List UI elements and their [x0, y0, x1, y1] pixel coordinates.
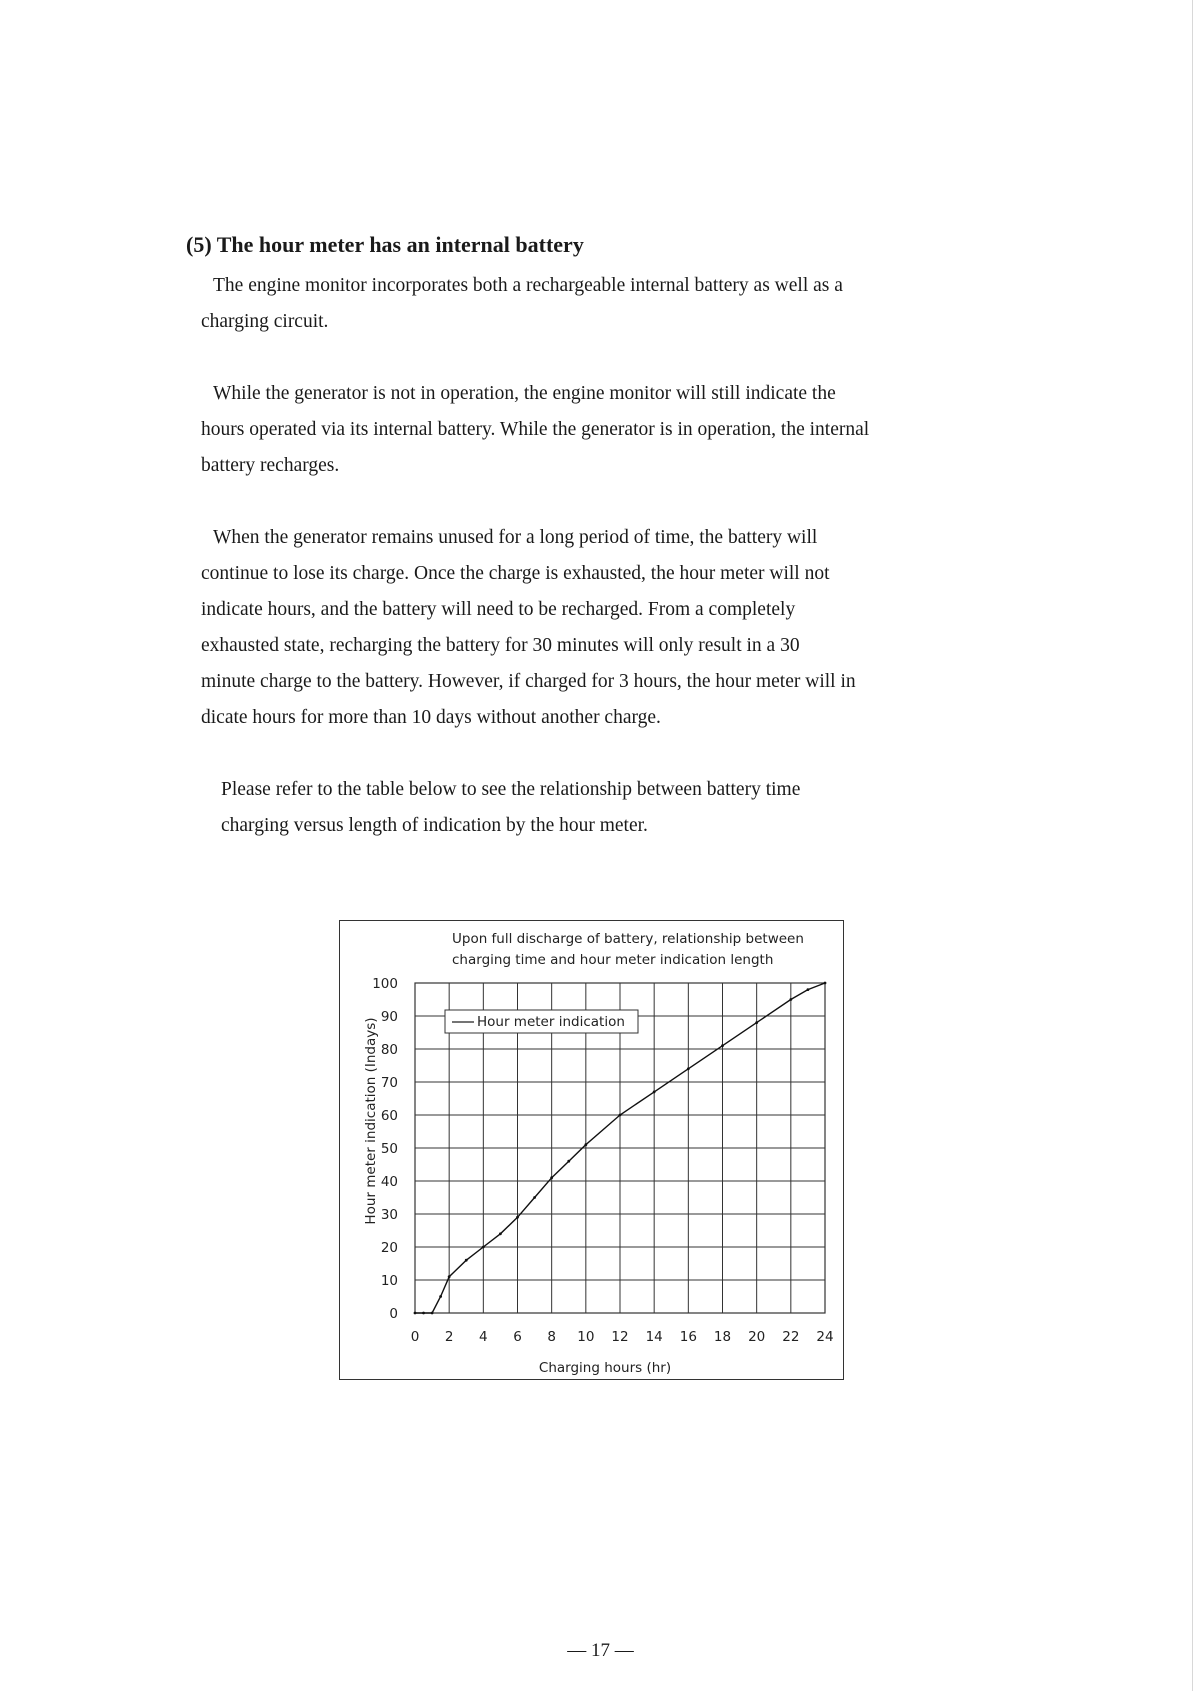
paragraph-operation — [201, 376, 1053, 484]
data-point — [755, 1021, 758, 1024]
y-tick-label: 30 — [380, 1207, 398, 1223]
x-tick-label: 20 — [748, 1329, 766, 1345]
y-tick-label: 40 — [380, 1174, 398, 1190]
x-tick-label: 18 — [713, 1329, 732, 1345]
legend-label: Hour meter indication — [477, 1014, 625, 1030]
data-point — [448, 1275, 451, 1278]
text-line: Please refer to the table below to see the relationship between battery time — [221, 779, 801, 800]
x-tick-label: 10 — [577, 1329, 595, 1345]
data-point — [414, 1312, 417, 1315]
y-tick-label: 20 — [380, 1240, 398, 1256]
chart-legend — [445, 1010, 638, 1033]
page-edge-line — [1192, 0, 1193, 1691]
text-line: charging versus length of indication by the hour meter. — [221, 815, 648, 836]
text-line: continue to lose its charge. Once the charge is exhausted, the hour meter will not — [201, 563, 830, 584]
data-point — [550, 1176, 553, 1179]
text-line: The engine monitor incorporates both a rechargeable internal battery as well as a — [213, 275, 843, 296]
text-line: hours operated via its internal battery. While the generator is in operation, the internal — [201, 419, 870, 440]
chart-title-line-1: Upon full discharge of battery, relationship between — [452, 931, 804, 947]
y-tick-label: 0 — [389, 1306, 398, 1322]
y-tick-label: 100 — [372, 976, 398, 992]
data-point — [807, 988, 810, 991]
data-point — [533, 1196, 536, 1199]
text-line: charging circuit. — [201, 311, 329, 332]
data-point — [584, 1143, 587, 1146]
text-line: When the generator remains unused for a long period of time, the battery will — [213, 527, 818, 548]
data-point — [439, 1295, 442, 1298]
text-line: indicate hours, and the battery will need to be recharged. From a completely — [201, 599, 796, 620]
data-point — [687, 1067, 690, 1070]
paragraph-internal-battery — [201, 268, 1053, 340]
data-point — [824, 982, 827, 985]
paragraph-table-reference — [221, 772, 1061, 844]
paragraph-unused-generator — [201, 520, 1053, 736]
text-line: exhausted state, recharging the battery for 30 minutes will only result in a 30 — [201, 635, 800, 656]
chart-title-line-2: charging time and hour meter indication length — [452, 952, 774, 968]
text-line: While the generator is not in operation, the engine monitor will still indicate the — [213, 383, 836, 404]
x-tick-label: 22 — [782, 1329, 800, 1345]
data-point — [431, 1312, 434, 1315]
y-tick-label: 90 — [380, 1009, 398, 1025]
data-point — [619, 1114, 622, 1117]
text-line: battery recharges. — [201, 455, 340, 476]
text-line: dicate hours for more than 10 days without another charge. — [201, 707, 661, 728]
section-heading: (5) The hour meter has an internal battery — [186, 232, 584, 257]
data-point — [516, 1216, 519, 1219]
x-tick-label: 14 — [645, 1329, 663, 1345]
data-point — [422, 1312, 425, 1315]
data-point — [653, 1091, 656, 1094]
y-tick-label: 80 — [380, 1042, 398, 1058]
data-point — [499, 1232, 502, 1235]
y-tick-label: 70 — [380, 1075, 398, 1091]
y-tick-label: 60 — [380, 1108, 398, 1124]
y-axis-label: Hour meter indication (Indays) — [363, 1017, 379, 1225]
data-point — [567, 1160, 570, 1163]
charging-chart — [339, 920, 844, 1380]
y-tick-label: 50 — [380, 1141, 398, 1157]
x-tick-label: 16 — [679, 1329, 697, 1345]
x-tick-label: 24 — [816, 1329, 834, 1345]
x-tick-label: 6 — [513, 1329, 522, 1345]
text-line: minute charge to the battery. However, if charged for 3 hours, the hour meter will in — [201, 671, 856, 692]
x-tick-label: 0 — [410, 1329, 420, 1345]
page-number: — 17 — — [567, 1640, 634, 1661]
x-tick-label: 12 — [611, 1329, 629, 1345]
x-axis-label: Charging hours (hr) — [538, 1360, 672, 1376]
x-tick-label: 2 — [444, 1329, 454, 1345]
x-tick-label: 8 — [547, 1329, 556, 1345]
chart-svg — [340, 921, 845, 1381]
data-point — [465, 1259, 468, 1262]
y-tick-label: 10 — [380, 1273, 398, 1289]
data-point — [482, 1246, 485, 1249]
x-tick-label: 4 — [479, 1329, 488, 1345]
data-point — [789, 998, 792, 1001]
data-point — [721, 1044, 724, 1047]
